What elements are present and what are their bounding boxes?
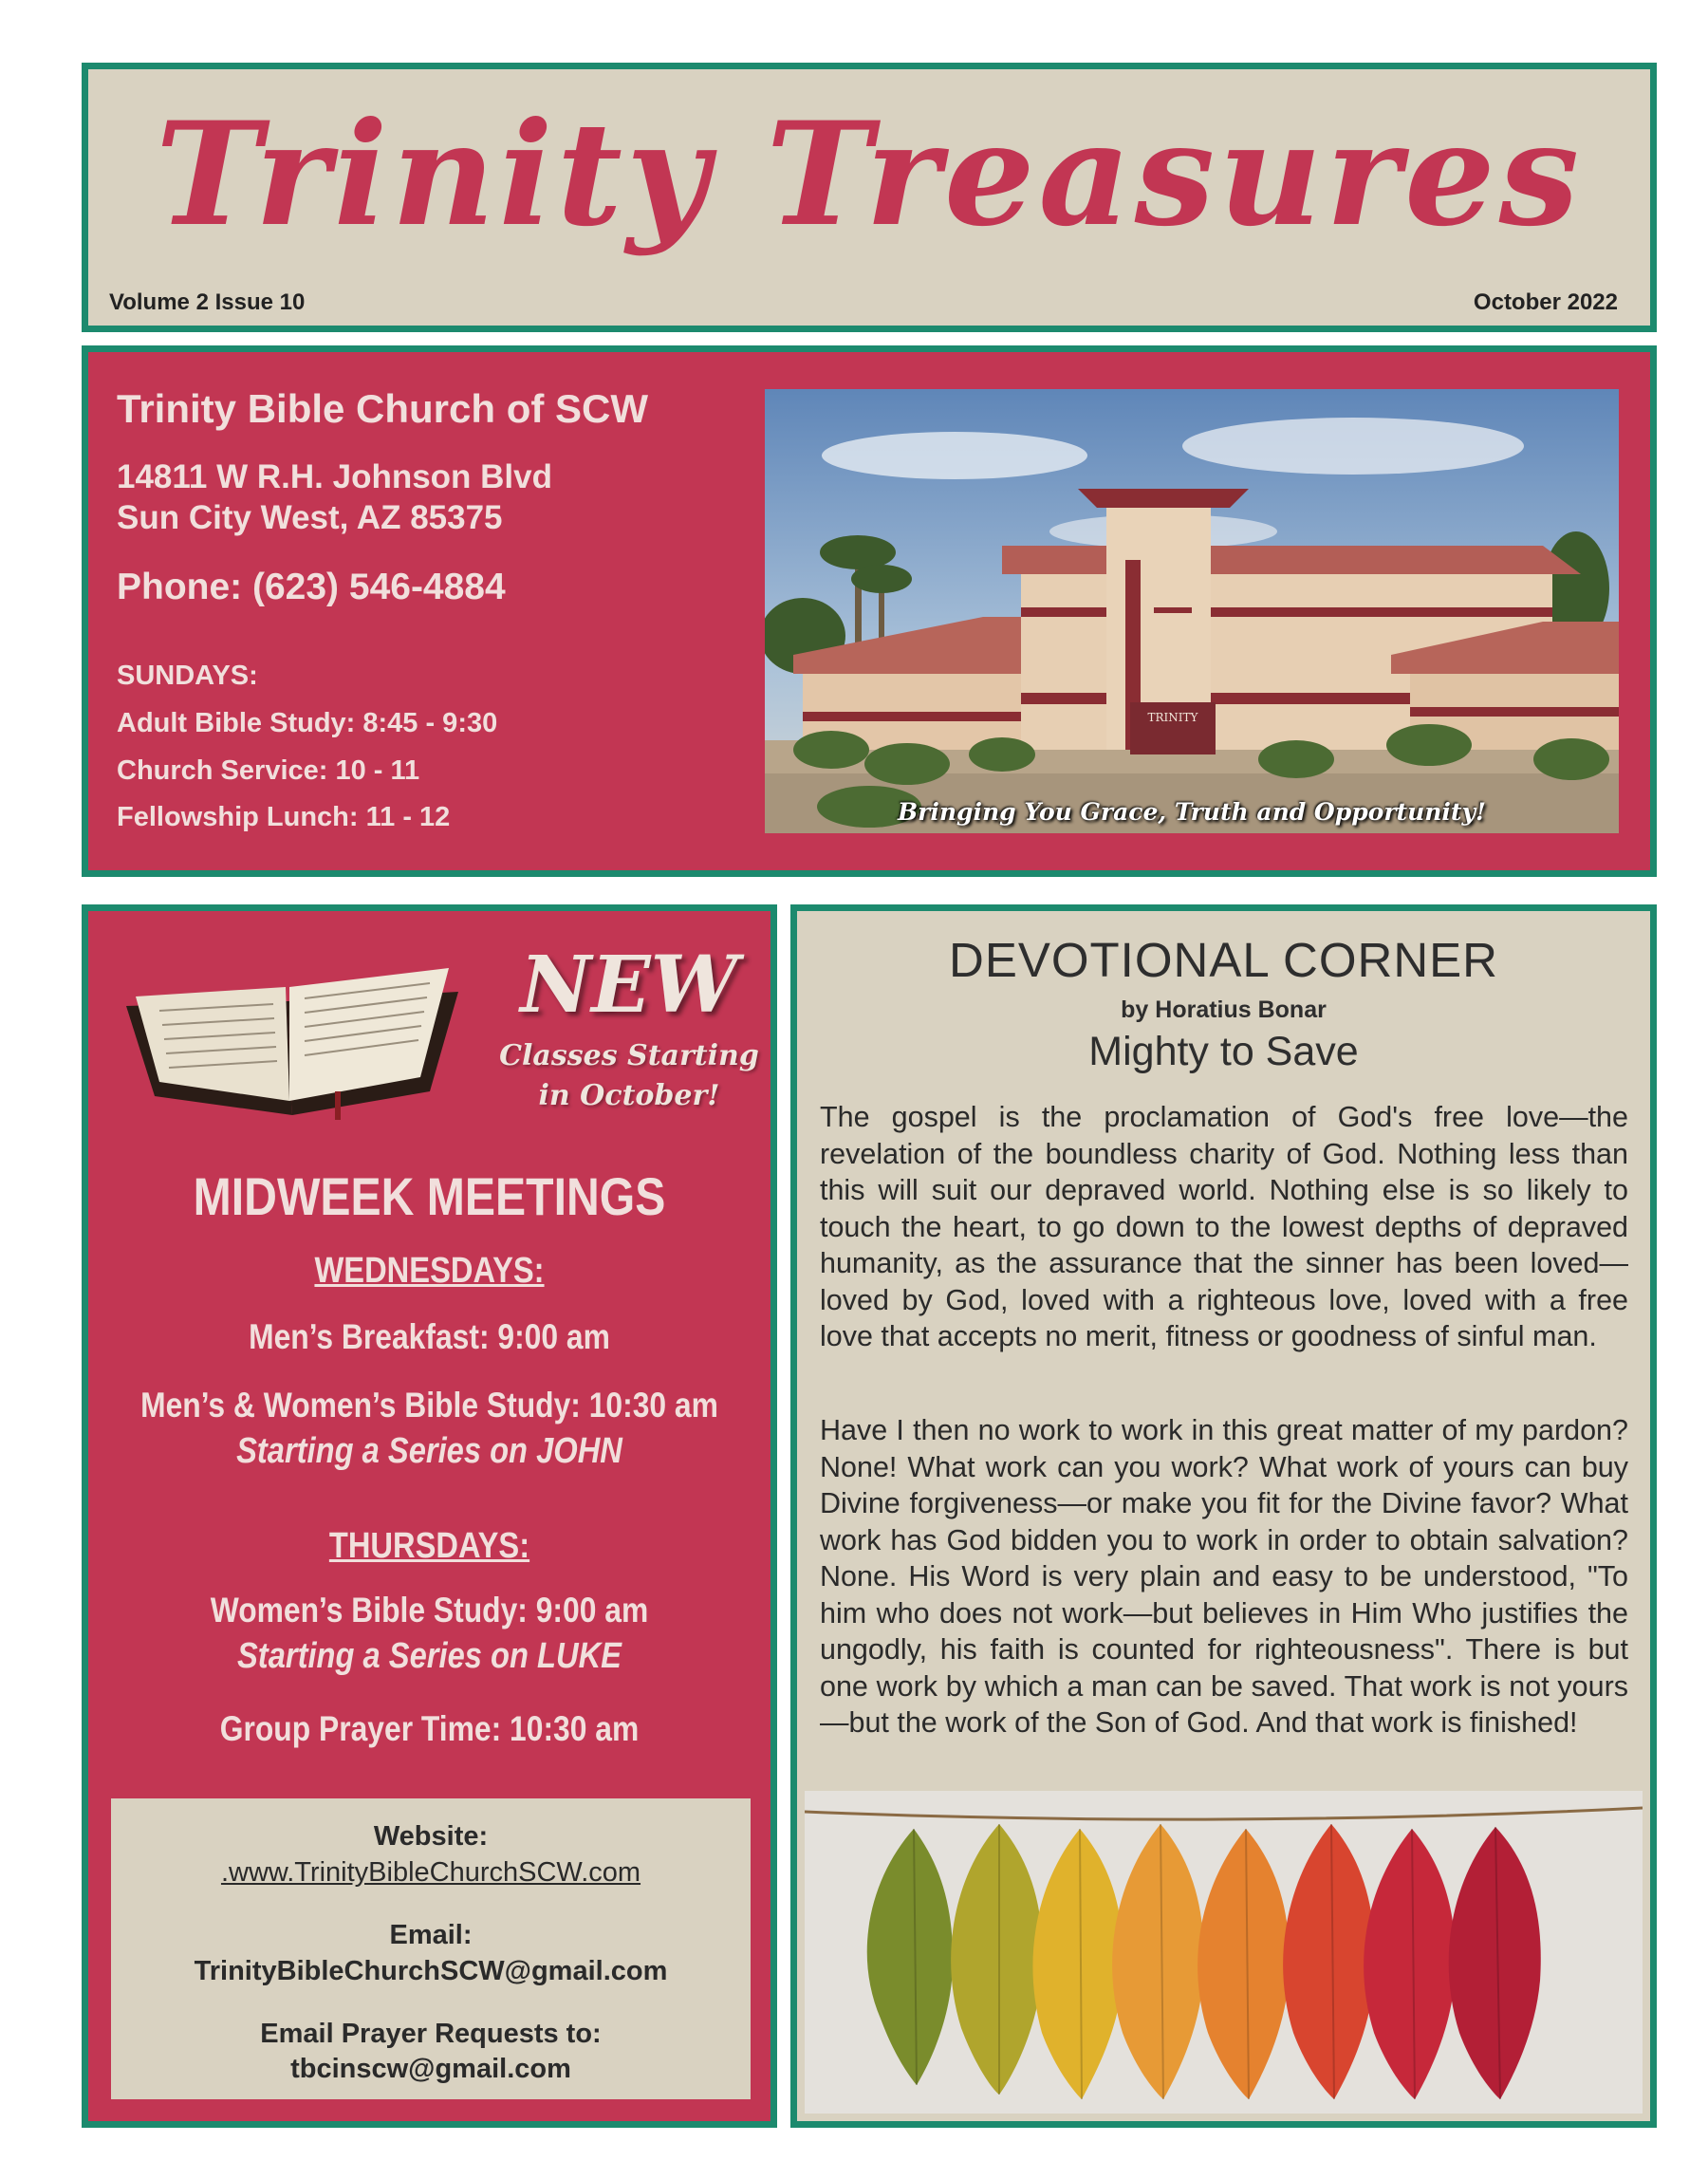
phone-number: Phone: (623) 546-4884 [117,567,506,607]
schedule-item: Church Service: 10 - 11 [117,755,420,786]
church-info-panel [82,345,1657,877]
autumn-leaves-image [805,1791,1643,2114]
open-bible-icon [117,949,468,1125]
prayer-email-label: Email Prayer Requests to: [260,2019,602,2049]
church-building-illustration [765,389,1619,833]
devotional-subtitle: Mighty to Save [1088,1029,1359,1074]
wednesday-event: Men’s & Women’s Bible Study: 10:30 am [140,1386,718,1425]
wednesday-series: Starting a Series on JOHN [236,1431,622,1471]
thursday-series: Starting a Series on LUKE [237,1636,622,1676]
devotional-author: by Horatius Bonar [1121,996,1327,1023]
midweek-title: MIDWEEK MEETINGS [193,1166,666,1226]
address-line-1: 14811 W R.H. Johnson Blvd [117,458,552,495]
devotional-heading: DEVOTIONAL CORNER [948,933,1499,987]
website-link[interactable]: .www.TrinityBibleChurchSCW.com [220,1857,641,1888]
wednesdays-label: WEDNESDAYS: [314,1251,545,1291]
volume-issue: Volume 2 Issue 10 [109,289,306,315]
email-address[interactable]: TrinityBibleChurchSCW@gmail.com [194,1956,668,1986]
issue-date: October 2022 [1473,289,1618,315]
new-classes-text: Classes Starting [499,1039,759,1072]
thursday-event: Women’s Bible Study: 9:00 am [210,1591,649,1630]
devotional-paragraph: The gospel is the proclamation of God's free love—the revelation of the boundless charity of God. Nothing less than this will suit our depraved world. Nothing else is so likely to touch the heart, to go down to the lowest depths of depraved humanity, as the assurance that the sinner has been loved—loved by God, loved with a righteous love, loved with a free love that accepts no merit, fitness or goodness of sinful man. [820,1101,1628,1352]
sundays-label: SUNDAYS: [117,661,258,691]
devotional-paragraph: Have I then no work to work in this great matter of my pardon? None! What work can you work? What work of yours can buy Divine forgiveness—or make you fit for the Divine favor? What work has God bidden you to work in order to obtain salvation? None. His Word is very plain and easy to be understood, "To him who does not work—but believes in Him Who justifies the ungodly, his faith is counted for righteousness". There is but one work by which a man can be saved. That work is not yours—but the work of the Son of God. And that work is finished! [820,1414,1628,1739]
newsletter-title: Trinity Treasures [155,91,1584,258]
thursday-event: Group Prayer Time: 10:30 am [219,1709,640,1748]
schedule-item: Adult Bible Study: 8:45 - 9:30 [117,708,498,738]
schedule-item: Fellowship Lunch: 11 - 12 [117,802,451,832]
new-classes-text: in October! [538,1079,720,1112]
address-line-2: Sun City West, AZ 85375 [117,499,503,536]
email-label: Email: [389,1920,473,1950]
sign-text: TRINITY [1147,711,1198,724]
contact-box [111,1798,751,2099]
church-tagline: Bringing You Grace, Truth and Opportunity! [898,798,1486,826]
wednesday-event: Men’s Breakfast: 9:00 am [249,1317,610,1356]
midweek-panel [82,904,777,2128]
devotional-panel [790,904,1657,2128]
church-building-photo [765,389,1619,833]
thursdays-label: THURSDAYS: [328,1526,530,1566]
prayer-email-address[interactable]: tbcinscw@gmail.com [290,2054,571,2084]
website-label: Website: [373,1821,489,1852]
new-label: NEW [520,940,738,1031]
masthead [82,63,1657,332]
church-name: Trinity Bible Church of SCW [117,386,649,431]
